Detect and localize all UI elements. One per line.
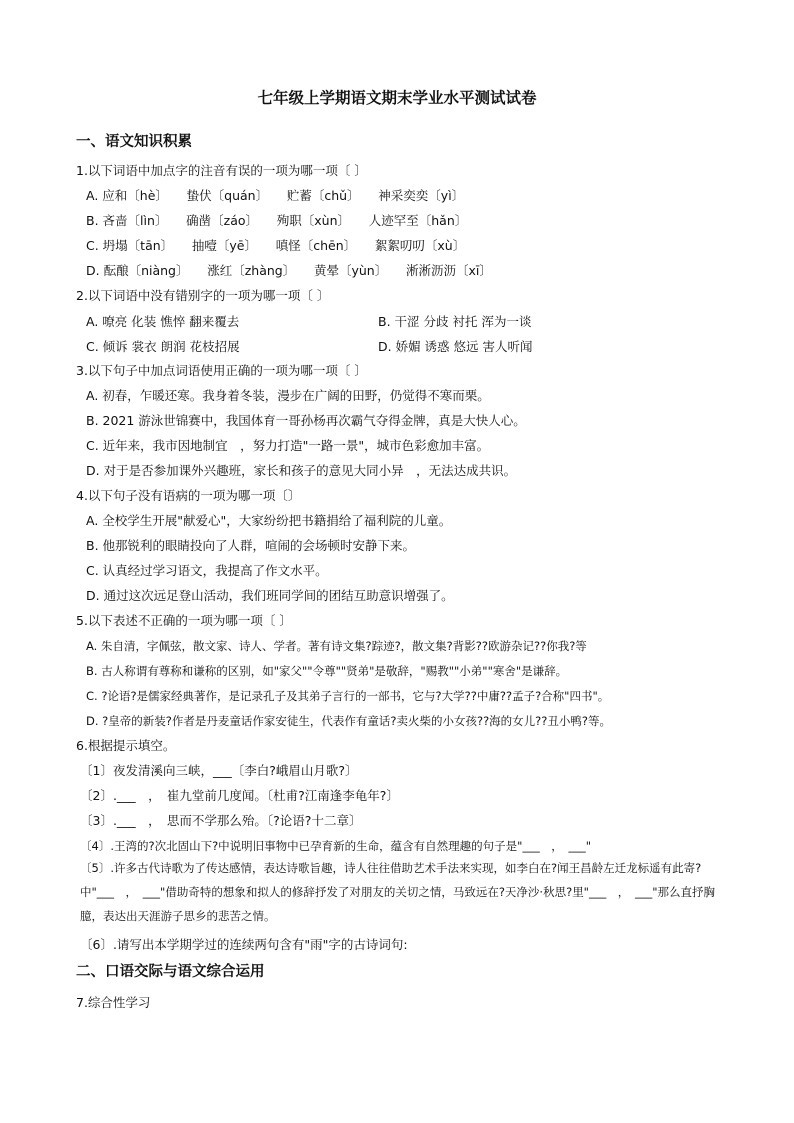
question-5-option-b: B. 古人称谓有尊称和谦称的区别，如"家父""令尊""贤弟"是敬辞，"赐教""小弟""寒舍"是谦辞。 [86, 664, 568, 678]
question-4-option-c: C. 认真经过学习语文，我提高了作文水平。 [86, 563, 328, 578]
question-6-item-3: 〔3〕.___ ， 思而不学那么殆。〔?论语?十二章〕 [80, 813, 362, 828]
question-3-option-b: B. 2021 游泳世锦赛中，我国体育一哥孙杨再次霸气夺得金牌，真是大快人心。 [86, 413, 526, 428]
question-2-option-c: C. 倾诉 裳衣 朗润 花枝招展 [86, 339, 240, 354]
question-3-stem: 3.以下句子中加点词语使用正确的一项为哪一项〔 〕 [76, 363, 367, 378]
question-1-stem: 1.以下词语中加点字的注音有误的一项为哪一项〔 〕 [76, 163, 367, 178]
question-2-option-a: A. 嘹亮 化装 憔悴 翻来覆去 [86, 314, 240, 329]
question-6-item-2: 〔2〕.___ ， 崔九堂前几度闻。〔杜甫?江南逢李龟年?〕 [80, 788, 399, 803]
question-2-stem: 2.以下词语中没有错别字的一项为哪一项〔 〕 [76, 288, 330, 303]
question-3-option-c: C. 近年来，我市因地制宜 ，努力打造"一路一景"，城市色彩愈加丰富。 [86, 438, 490, 453]
page-title: 七年级上学期语文期末学业水平测试试卷 [257, 89, 537, 107]
question-4-option-a: A. 全校学生开展"献爱心"，大家纷纷把书籍捐给了福利院的儿童。 [86, 513, 452, 528]
question-2-option-b: B. 干涩 分歧 衬托 浑为一谈 [378, 314, 532, 329]
question-4-option-b: B. 他那锐利的眼睛投向了人群，喧闹的会场顿时安静下来。 [86, 538, 416, 553]
question-6-item-6: 〔6〕.请写出本学期学过的连续两句含有"雨"字的古诗词句: [80, 937, 408, 952]
question-5-option-d: D. ?皇帝的新装?作者是丹麦童话作家安徒生，代表作有童话?卖火柴的小女孩??海的女儿??丑小鸭?等。 [86, 714, 611, 728]
question-6-item-5: 〔5〕.许多古代诗歌为了传达感情，表达诗歌旨趣，诗人往往借助艺术手法来实现，如李白在?闻王昌龄左迁龙标遥有此寄?中"___ ， ___"借助奇特的想象和拟人的修辞抒发了对朋友的关切之情，马致远在?天净沙·秋思?里"___ ， ___"那么直抒胸臆，表达出天涯游子思乡的悲苦之情。 [80, 861, 716, 923]
question-1-option-d: D. 酝酿〔niàng〕 涨红〔zhàng〕 黄晕〔yùn〕 淅淅沥沥〔xī〕 [86, 263, 492, 278]
question-5-option-c: C. ?论语?是儒家经典著作，是记录孔子及其弟子言行的一部书，它与?大学??中庸??孟子?合称"四书"。 [86, 689, 610, 703]
question-6-item-4: 〔4〕.王湾的?次北固山下?中说明旧事物中已孕育新的生命，蕴含有自然理趣的句子是"___ ， ___" [80, 839, 592, 853]
question-4-option-d: D. 通过这次远足登山活动，我们班同学间的团结互助意识增强了。 [86, 588, 454, 603]
question-6-item-1: 〔1〕夜发清溪向三峡，___〔李白?峨眉山月歌?〕 [80, 763, 358, 778]
question-1-option-c: C. 坍塌〔tān〕 抽噎〔yē〕 嗔怪〔chēn〕 絮絮叨叨〔xù〕 [86, 238, 466, 253]
question-7-stem: 7.综合性学习 [76, 995, 151, 1010]
section-heading-1: 一、语文知识积累 [76, 134, 192, 150]
question-6-stem: 6.根据提示填空。 [76, 738, 176, 753]
question-3-option-d: D. 对于是否参加课外兴趣班，家长和孩子的意见大同小异 ，无法达成共识。 [86, 463, 517, 478]
question-5-option-a: A. 朱自清，字佩弦，散文家、诗人、学者。著有诗文集?踪迹?，散文集?背影??欧游杂记??你我?等 [86, 639, 587, 653]
question-2-option-d: D. 娇媚 诱惑 悠远 害人听闻 [378, 339, 533, 354]
question-3-option-a: A. 初春，乍暖还寒。我身着冬装，漫步在广阔的田野，仍觉得不寒而栗。 [86, 388, 490, 403]
question-1-option-b: B. 吝啬〔lìn〕 确凿〔záo〕 殉职〔xùn〕 人迹罕至〔hǎn〕 [86, 213, 468, 228]
question-5-stem: 5.以下表述不正确的一项为哪一项〔 〕 [76, 613, 292, 628]
section-heading-2: 二、口语交际与语文综合运用 [76, 964, 265, 980]
question-1-option-a: A. 应和〔hè〕 蛰伏〔quán〕 贮蓄〔chǔ〕 神采奕奕〔yì〕 [86, 188, 465, 203]
question-4-stem: 4.以下句子没有语病的一项为哪一项〔〕 [76, 488, 301, 503]
